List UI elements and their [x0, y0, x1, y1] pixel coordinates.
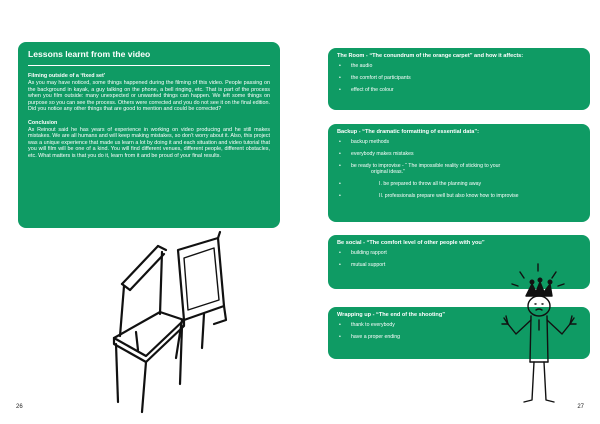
list-item: • the comfort of participants	[339, 74, 411, 81]
list-item: • the audio	[339, 63, 373, 69]
list-item: • backup methods	[339, 139, 390, 145]
list-item: • have a proper ending	[339, 333, 401, 340]
page-number-left: 26	[16, 404, 23, 410]
list-item: • be ready to improvise - “ The impossible reality of sticking to your original ideas.”	[339, 162, 501, 176]
list-item: • I. be prepared to throw all the planning away	[339, 181, 482, 188]
lessons-card-title: Lessons learnt from the video	[28, 49, 151, 59]
title-divider	[28, 65, 270, 66]
backup-card	[328, 124, 590, 222]
conclusion-text: As Reinout said he has years of experience in working on video producing and he still makes mistakes. We are all humans and will keep making mistakes, so don’t worry about it. Also, this project was a unique experience that made us learn a lot by doing it and each situation and video tutorial that you will film will be one of a kind. You will find different venues, different people, different obstacles, etc. What matters is that you do it, learn from it and be proud of your final results.	[28, 126, 270, 159]
filming-outside-heading: Filming outside of a ‘fixed set’	[28, 73, 106, 79]
room-card	[328, 48, 590, 110]
wrapping-up-card-title: Wrapping up - “The end of the shooting”	[337, 312, 446, 318]
list-item: • II. professionals prepare well but also know how to improvise	[339, 193, 519, 200]
filming-outside-text: As you may have noticed, some things happened during the filming of this video. People passing on the background in kayak, a guy talking on the phone, a bell ringing, etc. That is part of the process when you film outside: many unexpected or unwanted things can happen. We left some things on purpose so you can see the process. Others were corrected and you do not see it on the final edition. Did you notice any other things that are good to mention and could be corrected?	[28, 80, 270, 112]
right-page	[300, 0, 600, 424]
page-number-right: 27	[577, 404, 584, 410]
room-card-title: The Room - “The conundrum of the orange carpet” and how it affects:	[337, 53, 524, 59]
shrugging-jester-drawing-icon	[498, 262, 580, 412]
backup-card-title: Backup - “The dramatic formatting of essential data”:	[337, 129, 480, 135]
conclusion-heading: Conclusion	[28, 119, 58, 126]
lessons-card	[18, 42, 280, 228]
list-item: • effect of the colour	[339, 86, 394, 93]
list-item: • building rapport	[339, 250, 387, 256]
list-item: • thank to everybody	[339, 322, 395, 328]
list-item: • mutual support	[339, 261, 386, 268]
list-item: • everybody makes mistakes	[339, 150, 414, 157]
chair-and-easel-drawing-icon	[100, 228, 240, 414]
be-social-card-title: Be social - “The comfort level of other people with you”	[337, 240, 485, 246]
